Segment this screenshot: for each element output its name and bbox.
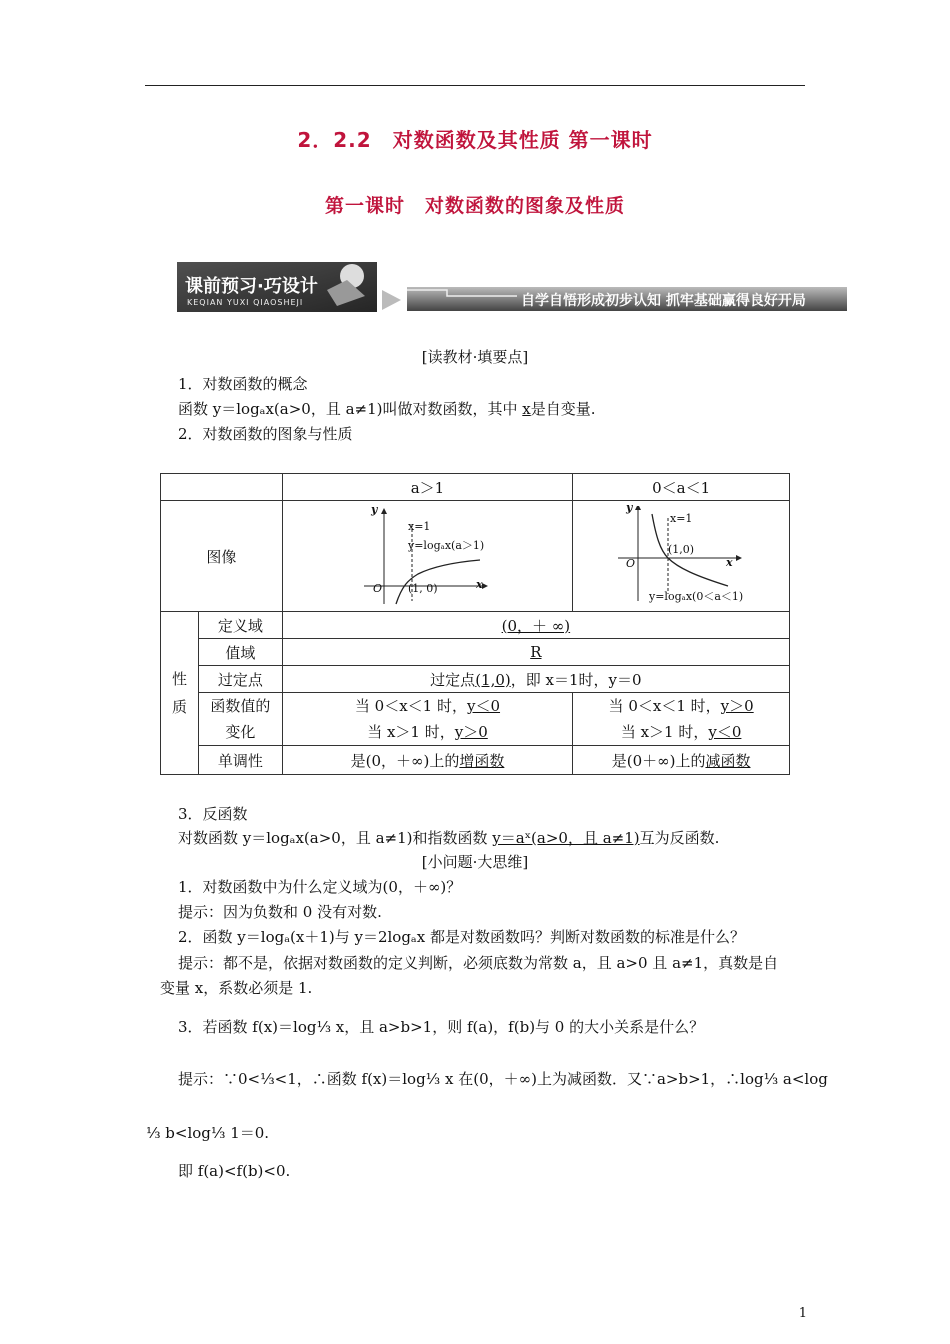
mono-left-blank: 增函数	[459, 751, 505, 770]
answer-3-line1: 提示：∵0<⅓<1，∴函数 f(x)＝log⅓ x 在(0，＋∞)上为减函数．又∵a>b>1，∴log⅓ a<log	[178, 1070, 828, 1088]
row-fixed-point-label: 过定点	[198, 666, 282, 693]
row-value-change-right	[573, 693, 790, 746]
g2-line-label: x=1	[670, 512, 693, 525]
property-table	[160, 473, 790, 775]
change-label-b: 变化	[225, 723, 256, 741]
banner-logo-text: 课前预习·巧设计	[185, 276, 318, 297]
table-corner	[161, 474, 283, 501]
item3-title: 3．反函数	[178, 805, 248, 823]
g1-y-label: y	[371, 503, 378, 516]
row-domain-value	[282, 612, 789, 639]
domain-blank: (0，＋ ∞)	[501, 616, 571, 635]
item3-pre: 对数函数 y＝logₐx(a>0，且 a≠1)和指数函数	[178, 829, 493, 847]
item2-title: 2．对数函数的图象与性质	[178, 425, 353, 443]
section-tag-read: [读教材·填要点]	[421, 348, 529, 366]
change-label-a: 函数值的	[210, 697, 271, 715]
row-monotonic-left	[282, 746, 573, 775]
answer-1: 提示：因为负数和 0 没有对数.	[178, 903, 382, 921]
row-domain-label: 定义域	[198, 612, 282, 639]
item1-text	[178, 398, 596, 419]
row-range-label: 值域	[198, 639, 282, 666]
top-rule	[145, 85, 805, 86]
item3-blank: y＝aˣ(a>0，且 a≠1)	[492, 829, 640, 847]
g2-origin-label: O	[626, 557, 636, 570]
change-right-a-pre: 当 0＜x＜1 时，	[608, 697, 721, 715]
row-value-change-left	[282, 693, 573, 746]
row-graph-label: 图像	[161, 501, 283, 612]
g2-point-label: (1,0)	[668, 543, 695, 556]
change-left-b-blank: y＞0	[454, 723, 488, 741]
page-title: 2．2.2 对数函数及其性质 第一课时	[297, 128, 653, 152]
fixed-blank: (1,0)	[475, 670, 511, 689]
mono-right-blank: 减函数	[705, 751, 751, 770]
group-top: 性	[171, 670, 187, 688]
header-a-lt-1: 0＜a＜1	[573, 474, 790, 501]
fixed-post: ，即 x＝1时，y＝0	[510, 670, 642, 689]
page-number: 1	[798, 1306, 807, 1321]
group-bottom: 质	[171, 698, 187, 716]
group-label-properties	[161, 612, 199, 775]
row-monotonic-label: 单调性	[198, 746, 282, 775]
answer-3-line3: 即 f(a)<f(b)<0.	[178, 1162, 291, 1180]
g1-line-label: x=1	[408, 520, 431, 533]
g2-x-label: x	[726, 556, 733, 569]
item3-text	[178, 827, 719, 848]
change-right-b-blank: y＜0	[708, 723, 742, 741]
question-1: 1．对数函数中为什么定义域为(0，＋∞)？	[178, 878, 462, 896]
question-2: 2．函数 y＝logₐ(x＋1)与 y＝2logₐx 都是对数函数吗？判断对数函数的标准是什么？	[178, 928, 745, 946]
change-right-b-pre: 当 x＞1 时，	[620, 723, 709, 741]
change-left-a-blank: y＜0	[467, 697, 501, 715]
mono-left-pre: 是(0，＋∞)上的	[350, 751, 460, 770]
header-a-gt-1: a＞1	[282, 474, 573, 501]
change-left-b-pre: 当 x＞1 时，	[367, 723, 455, 741]
g2-y-label: y	[626, 501, 633, 514]
row-monotonic-right	[573, 746, 790, 775]
page-subtitle: 第一课时 对数函数的图象及性质	[324, 195, 625, 217]
answer-2-line1: 提示：都不是，依据对数函数的定义判断，必须底数为常数 a，且 a>0 且 a≠1，真数是自	[178, 954, 779, 972]
range-blank: R	[530, 643, 542, 661]
section-tag-think: [小问题·大思维]	[421, 853, 529, 871]
g1-x-label: x	[476, 578, 483, 591]
item1-pre: 函数 y＝logₐx(a>0，且 a≠1)叫做对数函数，其中	[178, 400, 523, 418]
item1-title: 1．对数函数的概念	[178, 375, 308, 393]
g1-curve-label: y=logₐx(a＞1)	[408, 539, 485, 552]
row-range-value	[282, 639, 789, 666]
item1-blank: x	[522, 400, 531, 418]
item1-post: 是自变量.	[530, 400, 596, 418]
item3-post: 互为反函数.	[639, 829, 720, 847]
fixed-pre: 过定点	[430, 670, 476, 689]
g2-curve-label: y=logₐx(0＜a＜1)	[649, 590, 744, 603]
g1-point-label: (1, 0)	[408, 582, 438, 595]
answer-2-line2: 变量 x，系数必须是 1.	[160, 979, 313, 997]
section-banner	[177, 262, 847, 312]
row-fixed-point-value	[282, 666, 789, 693]
banner-logo-pinyin: KEQIAN YUXI QIAOSHEJI	[187, 298, 304, 307]
g1-origin-label: O	[373, 582, 383, 595]
question-3: 3．若函数 f(x)＝log⅓ x，且 a>b>1，则 f(a)，f(b)与 0 的大小关系是什么？	[178, 1018, 705, 1036]
change-left-a-pre: 当 0＜x＜1 时，	[354, 697, 467, 715]
answer-3-line2: ⅓ b<log⅓ 1＝0.	[146, 1124, 270, 1142]
change-right-a-blank: y＞0	[720, 697, 754, 715]
mono-right-pre: 是(0＋∞)上的	[611, 751, 706, 770]
row-value-change-label	[198, 693, 282, 746]
banner-slogan: 自学自悟形成初步认知 抓牢基础赢得良好开局	[521, 293, 806, 309]
